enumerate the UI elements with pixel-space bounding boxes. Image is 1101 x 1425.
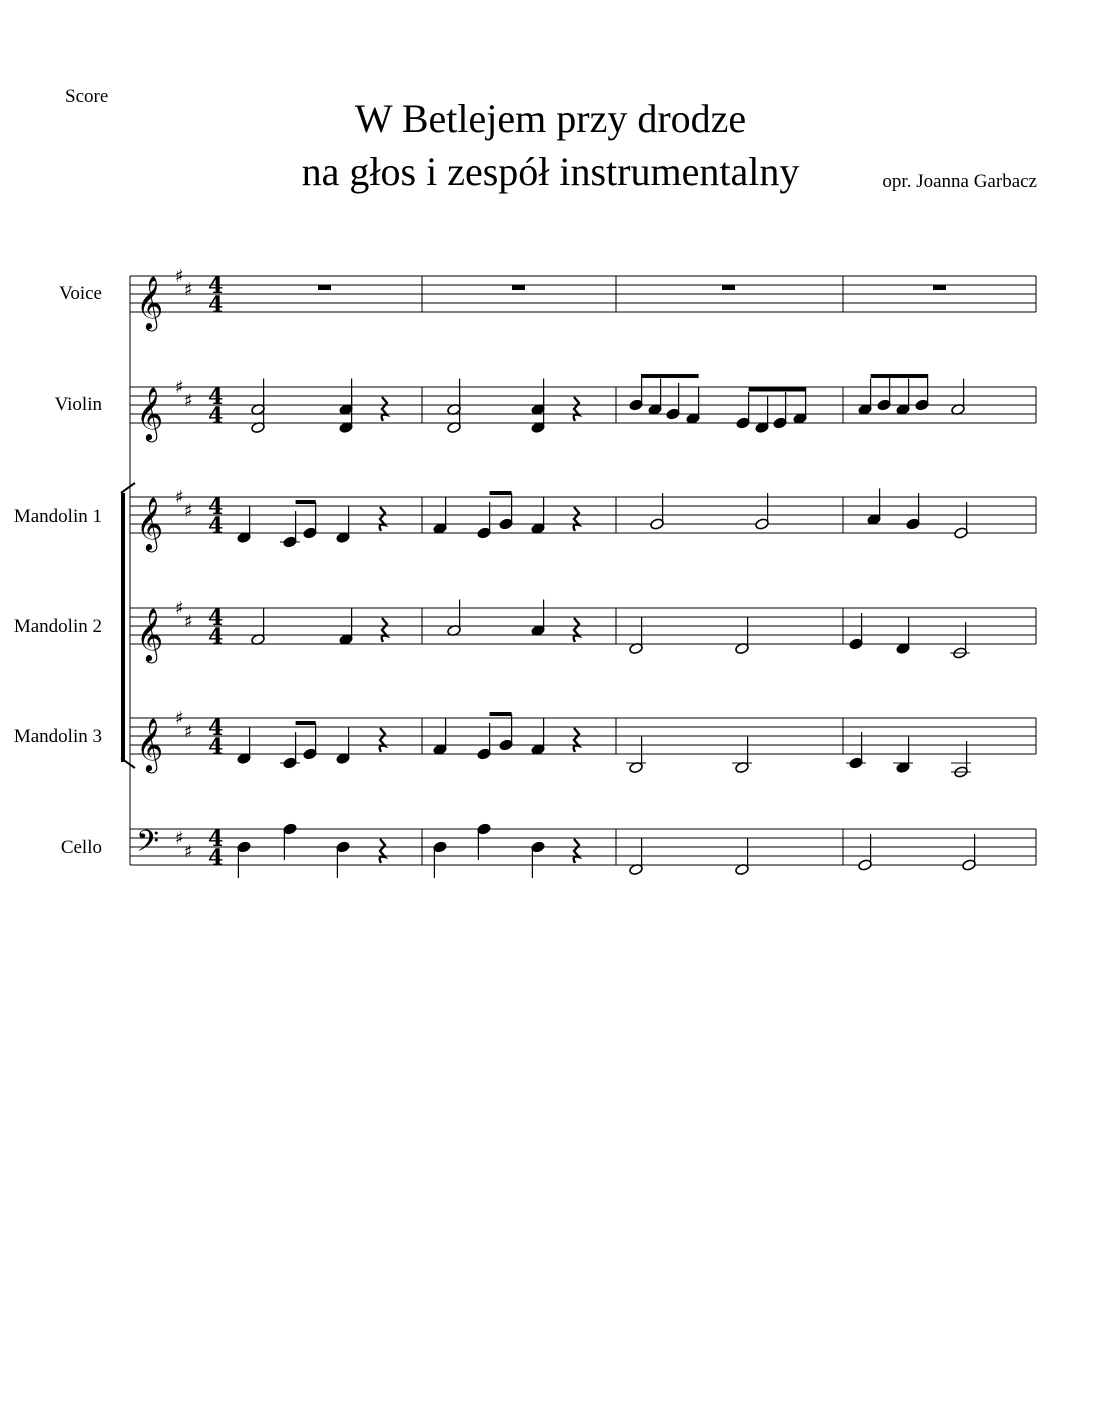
sharp-accidental: ♯: [175, 266, 184, 287]
quarter-rest: [574, 507, 579, 531]
treble-clef: 𝄞: [136, 496, 164, 550]
treble-clef: 𝄞: [136, 275, 164, 329]
whole-rest: [933, 285, 946, 290]
beam: [296, 721, 316, 725]
treble-clef: 𝄞: [136, 386, 164, 440]
time-sig-numerator: 4: [208, 384, 224, 410]
time-sig-numerator: 4: [208, 715, 224, 741]
time-sig-denominator: 4: [208, 624, 224, 650]
sharp-accidental: ♯: [184, 279, 193, 301]
quarter-rest: [382, 397, 387, 421]
beam: [749, 388, 806, 392]
quarter-rest: [380, 839, 385, 863]
beam: [871, 374, 928, 378]
time-sig-denominator: 4: [208, 513, 224, 539]
time-sig-denominator: 4: [208, 292, 224, 318]
bracket-hook: [121, 483, 135, 493]
sharp-accidental: ♯: [184, 390, 193, 412]
sharp-accidental: ♯: [175, 598, 184, 619]
whole-rest: [512, 285, 525, 290]
instrument-label-mandolin-3: Mandolin 3: [13, 726, 102, 747]
time-sig-denominator: 4: [208, 845, 224, 871]
treble-clef: 𝄞: [136, 717, 164, 771]
beam: [296, 500, 316, 504]
quarter-rest: [380, 728, 385, 752]
sharp-accidental: ♯: [184, 721, 193, 743]
instrument-label-violin: Violin: [54, 394, 102, 415]
quarter-rest: [382, 618, 387, 642]
score-label: Score: [65, 86, 109, 107]
piece-subtitle: na głos i zespół instrumentalny: [301, 149, 800, 194]
quarter-rest: [574, 839, 579, 863]
sharp-accidental: ♯: [175, 828, 184, 849]
instrument-label-voice: Voice: [59, 283, 102, 304]
beam: [490, 712, 512, 716]
time-sig-denominator: 4: [208, 403, 224, 429]
time-sig-denominator: 4: [208, 734, 224, 760]
instrument-label-mandolin-1: Mandolin 1: [13, 506, 102, 527]
quarter-rest: [574, 397, 579, 421]
arranger-credit: opr. Joanna Garbacz: [882, 171, 1037, 192]
sharp-accidental: ♯: [175, 487, 184, 508]
sharp-accidental: ♯: [184, 841, 193, 863]
sharp-accidental: ♯: [175, 708, 184, 729]
whole-rest: [722, 285, 735, 290]
time-sig-numerator: 4: [208, 494, 224, 520]
instrument-label-cello: Cello: [60, 837, 102, 858]
time-sig-numerator: 4: [208, 605, 224, 631]
beam: [642, 374, 699, 378]
time-sig-numerator: 4: [208, 826, 224, 852]
bracket-hook: [121, 758, 135, 768]
mandolin-bracket: [121, 493, 125, 762]
sharp-accidental: ♯: [175, 377, 184, 398]
bass-clef: 𝄢: [136, 825, 160, 866]
instrument-label-mandolin-2: Mandolin 2: [13, 616, 102, 637]
sharp-accidental: ♯: [184, 500, 193, 522]
quarter-rest: [574, 728, 579, 752]
beam: [490, 491, 512, 495]
treble-clef: 𝄞: [136, 607, 164, 661]
sharp-accidental: ♯: [184, 611, 193, 633]
time-sig-numerator: 4: [208, 273, 224, 299]
piece-title: W Betlejem przy drodze: [354, 96, 747, 141]
whole-rest: [318, 285, 331, 290]
quarter-rest: [574, 618, 579, 642]
quarter-rest: [380, 507, 385, 531]
